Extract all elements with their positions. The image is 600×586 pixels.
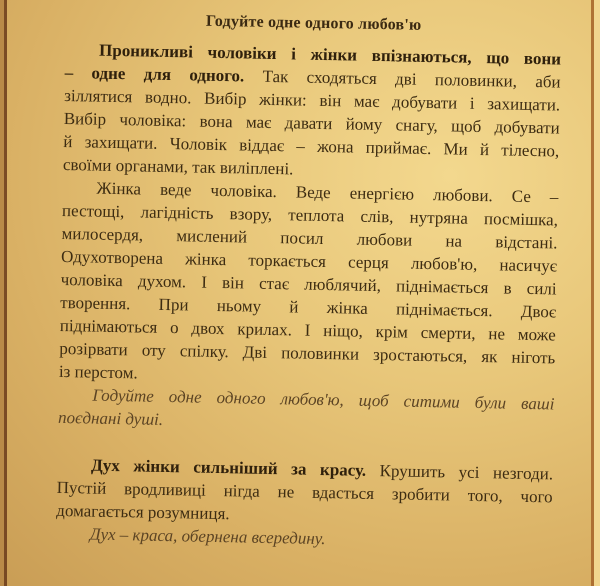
lead-bold-text: Дух жінки сильніший за красу. [90,455,367,480]
italic-quote-line: Дух – краса, обернена всередину. [89,524,326,549]
paragraph-2-line: Жінка веде чоловіка. Веде енергією любови. Се – [96,178,559,207]
paragraph-3-line: домагається розумниця. [56,500,230,524]
paragraph-2-line: чоловіка духом. І він стає люблячий, піднімається в силі [60,269,557,299]
paragraph-1-line: зіллятися водно. Вибір жінки: він має добувати і захищати. [64,85,561,115]
body-text: Крушить усі незгоди. [379,461,554,484]
paragraph-3-line: Пустій вродливиці нігда не вдасться зробити того, чого [56,477,553,507]
paragraph-1-line: й захищати. Чоловік віддає – жона приймає. Ми й тілесно, [63,131,560,161]
paragraph-2-line: милосердя, мислений посил любови на відстані. [61,223,558,253]
paragraph-2-line: Одухотворена жінка торкається серця любов'ю, насичує [60,246,558,276]
italic-quote-line: Годуйте одне одного любов'ю, щоб ситими були ваші [92,385,555,414]
paragraph-2-line: творення. При ньому й жінка піднімається. Двоє [60,292,557,322]
book-page-text [56,4,562,554]
paragraph-2-line: із перстом. [58,361,138,383]
paragraph-2-line: пестощі, лагідність взору, теплота слів, нутряна посмішка, [61,200,559,230]
body-text: Так сходяться дві половинки, аби [262,66,561,92]
paragraph-2-line: розірвати оту спілку. Дві половинки зростаються, як ніготь [59,338,556,368]
page-title: Годуйте одне одного любов'ю [205,12,422,34]
next-page-strip [594,0,600,586]
paragraph-2-line: піднімаються о двох крилах. І ніщо, крім смерти, не може [59,315,556,345]
italic-quote-line: поєднані душі. [57,407,164,429]
lead-bold-text: Проникливі чоловіки і жінки впізнаються, що вони [98,40,562,69]
lead-bold-text: – одне для одного. [64,62,245,86]
paragraph-1-line: Вибір чоловіка: вона має давати йому снагу, щоб добувати [63,108,560,138]
paragraph-1-line: своїми органами, так виліплені. [62,154,294,179]
page-edge-left [4,0,7,586]
